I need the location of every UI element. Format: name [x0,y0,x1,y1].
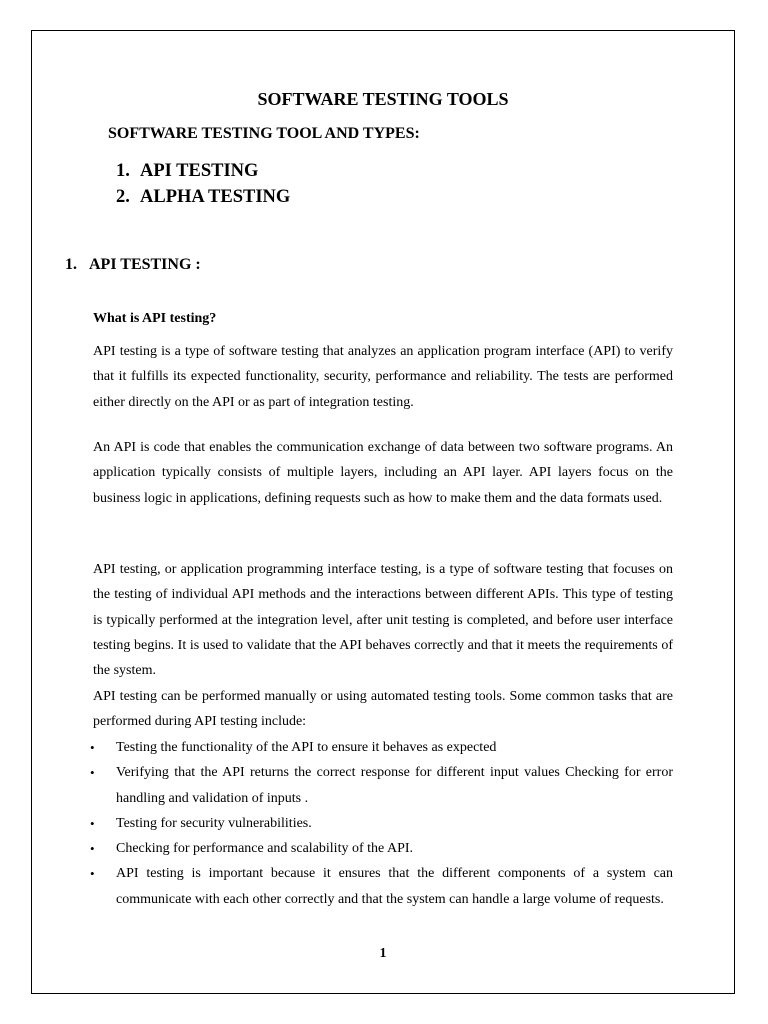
toc-item [116,186,290,212]
toc-item-number: 1. [116,161,130,181]
list-item-text: Testing the functionality of the API to ensure it behaves as expected [116,740,497,755]
bullet-icon: • [90,765,95,781]
toc-item-label: ALPHA TESTING [140,187,291,207]
list-item [90,735,673,760]
bullet-icon: • [90,815,95,831]
list-item [90,811,673,836]
toc-item [116,160,290,186]
paragraph-api-definition: An API is code that enables the communication exchange of data between two software programs. An application typically consists of multiple layers, including an API layer. API layers focus on the business logic in applications, defining requests such as how to make them and the data formats used. [93,440,673,506]
toc-item-number: 2. [116,187,130,207]
section-number: 1. [65,256,77,273]
list-item-text: API testing is important because it ensures that the different components of a system can communicate with each other correctly and that the system can handle a large volume of requests. [116,866,673,907]
document-subtitle: SOFTWARE TESTING TOOL AND TYPES: [108,125,420,142]
page-number: 1 [379,946,387,961]
list-item [90,836,673,861]
document-title: SOFTWARE TESTING TOOLS [257,89,509,109]
list-item-text: Checking for performance and scalability of the API. [116,841,414,857]
task-bullet-list [90,735,673,912]
paragraph-api-testing-details: API testing, or application programming interface testing, is a type of software testing that focuses on the testing of individual API methods and the interactions between different APIs. This type of testing is typically performed at the integration level, after unit testing is completed, and before user interface testing begins. It is used to validate that the API behaves correctly and that it meets the requirements of the system. [93,562,673,679]
bullet-icon: • [90,841,95,857]
table-of-contents [116,160,290,212]
list-item [90,861,673,912]
section-heading [65,256,201,274]
list-item-text: Verifying that the API returns the correct response for different input values Checking for error handling and validation of inputs . [116,765,673,806]
bullet-icon: • [90,866,95,882]
paragraph-api-testing-definition: API testing is a type of software testing that analyzes an application program interface (API) to verify that it fulfills its expected functionality, security, performance and reliability. The tests are performed either directly on the API or as part of integration testing. [93,344,673,410]
section-title: API TESTING : [89,256,201,273]
question-heading: What is API testing? [93,311,217,326]
paragraph-api-testing-tasks: API testing can be performed manually or using automated testing tools. Some common tasks that are performed during API testing include: [93,689,673,730]
toc-item-label: API TESTING [140,161,259,181]
list-item [90,760,673,811]
list-item-text: Testing for security vulnerabilities. [116,815,312,831]
bullet-icon: • [90,740,95,755]
